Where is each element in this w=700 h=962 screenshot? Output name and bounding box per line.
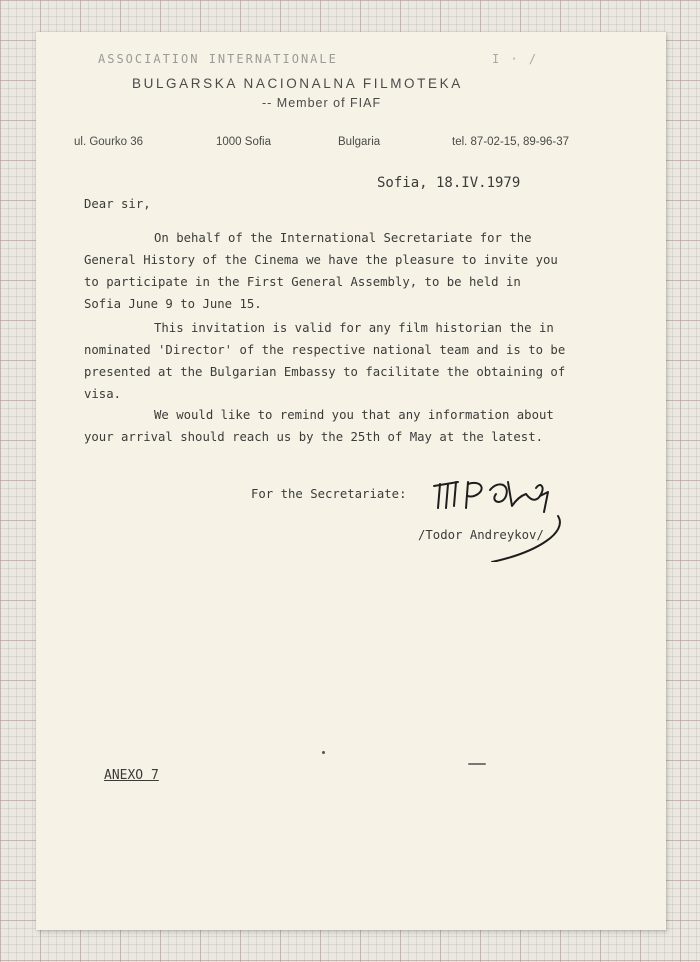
paragraph-3-line: We would like to remind you that any information about [154, 408, 554, 422]
salutation: Dear sir, [84, 197, 151, 211]
letterhead-member: -- Member of FIAF [262, 96, 382, 110]
letterhead-top-right-mark: I · / [492, 52, 539, 66]
signatory-name: /Todor Andreykov/ [418, 528, 544, 542]
paragraph-3-line: your arrival should reach us by the 25th of May at the latest. [84, 430, 544, 444]
letter-sheet [36, 32, 666, 930]
paragraph-1-line: General History of the Cinema we have the pleasure to invite you [84, 253, 558, 267]
paper-speck [468, 763, 486, 765]
paragraph-1-line: On behalf of the International Secretariate for the [154, 231, 532, 245]
address-street: ul. Gourko 36 [74, 136, 144, 148]
letterhead-top-line: ASSOCIATION INTERNATIONALE [98, 52, 338, 66]
paper-speck [322, 751, 325, 754]
letterhead-name: BULGARSKA NACIONALNA FILMOTEKA [132, 76, 463, 91]
annex-label: ANEXO 7 [104, 768, 159, 783]
letter-date: Sofia, 18.IV.1979 [377, 175, 521, 191]
paragraph-1-line: Sofia June 9 to June 15. [84, 297, 262, 311]
address-phone: tel. 87-02-15, 89-96-37 [452, 136, 569, 148]
paragraph-2-line: This invitation is valid for any film historian the in [154, 321, 554, 335]
handwritten-signature [428, 472, 588, 562]
closing-line: For the Secretariate: [251, 487, 407, 501]
address-city: 1000 Sofia [216, 136, 271, 148]
paragraph-1-line: to participate in the First General Assembly, to be held in [84, 275, 521, 289]
paragraph-2-line: presented at the Bulgarian Embassy to facilitate the obtaining of [84, 365, 566, 379]
paragraph-2-line: nominated 'Director' of the respective national team and is to be [84, 343, 566, 357]
address-country: Bulgaria [338, 136, 381, 148]
paragraph-2-line: visa. [84, 387, 122, 401]
